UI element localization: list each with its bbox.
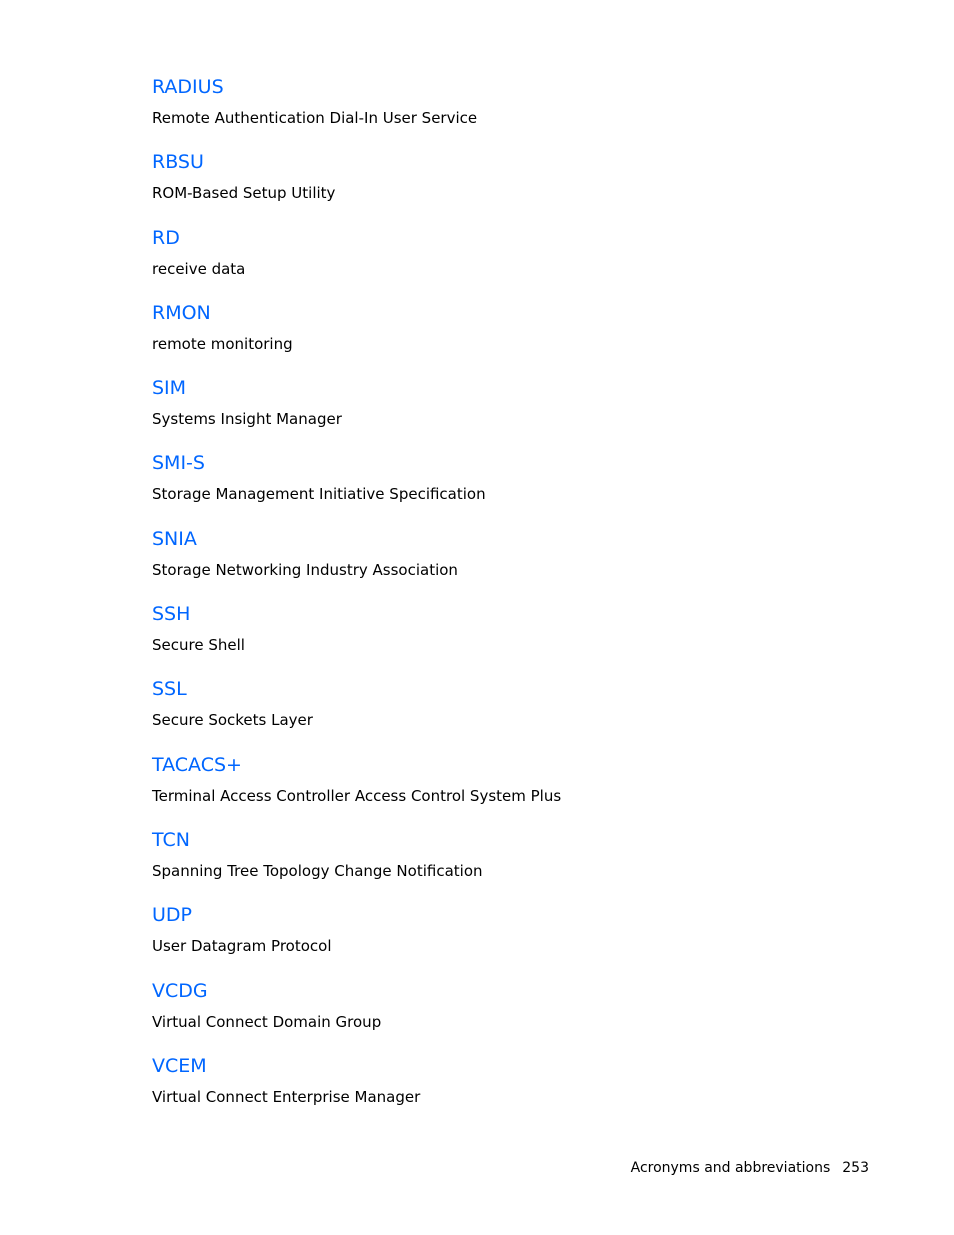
term-definition: Storage Networking Industry Association	[152, 560, 458, 579]
term-definition: receive data	[152, 259, 246, 278]
term-link-tcn[interactable]: TCN	[152, 828, 190, 851]
term-link-snia[interactable]: SNIA	[152, 527, 197, 550]
term-link-smi-s[interactable]: SMI-S	[152, 452, 205, 475]
term-definition: Virtual Connect Enterprise Manager	[152, 1087, 421, 1106]
glossary-entry	[152, 901, 852, 976]
term-definition: Secure Shell	[152, 636, 245, 655]
term-definition: User Datagram Protocol	[152, 937, 332, 956]
term-link-ssh[interactable]: SSH	[152, 603, 191, 626]
glossary-entry	[152, 449, 852, 524]
term-definition: Systems Insight Manager	[152, 410, 342, 429]
footer-section-title: Acronyms and abbreviations	[630, 1160, 831, 1176]
term-definition: Virtual Connect Domain Group	[152, 1012, 382, 1031]
glossary-entry	[152, 148, 852, 223]
glossary-entry	[152, 977, 852, 1052]
term-definition: Terminal Access Controller Access Control System Plus	[152, 786, 562, 805]
glossary-entry	[152, 299, 852, 374]
term-definition: remote monitoring	[152, 334, 293, 353]
term-definition: ROM-Based Setup Utility	[152, 184, 336, 203]
term-link-rmon[interactable]: RMON	[152, 301, 211, 324]
term-definition: Remote Authentication Dial-In User Service	[152, 109, 478, 127]
page-footer	[631, 1158, 869, 1178]
glossary-entry	[152, 1052, 852, 1127]
term-link-radius[interactable]: RADIUS	[152, 76, 224, 98]
term-definition: Storage Management Initiative Specification	[152, 485, 486, 504]
term-definition: Secure Sockets Layer	[152, 711, 313, 730]
term-link-vcem[interactable]: VCEM	[152, 1054, 207, 1077]
term-link-udp[interactable]: UDP	[152, 904, 192, 927]
glossary-list	[152, 73, 852, 1127]
glossary-entry	[152, 224, 852, 299]
term-link-rd[interactable]: RD	[152, 226, 180, 249]
glossary-entry	[152, 374, 852, 449]
term-link-vcdg[interactable]: VCDG	[152, 979, 208, 1002]
term-link-rbsu[interactable]: RBSU	[152, 151, 204, 174]
glossary-entry	[152, 751, 852, 826]
page-number: 253	[842, 1160, 869, 1176]
glossary-entry	[152, 826, 852, 901]
term-link-ssl[interactable]: SSL	[152, 678, 187, 701]
glossary-entry	[152, 600, 852, 675]
glossary-entry	[152, 73, 852, 148]
term-definition: Spanning Tree Topology Change Notification	[152, 861, 483, 880]
term-link-sim[interactable]: SIM	[152, 377, 187, 400]
term-link-tacacs[interactable]: TACACS+	[152, 753, 242, 776]
glossary-entry	[152, 525, 852, 600]
glossary-entry	[152, 675, 852, 750]
